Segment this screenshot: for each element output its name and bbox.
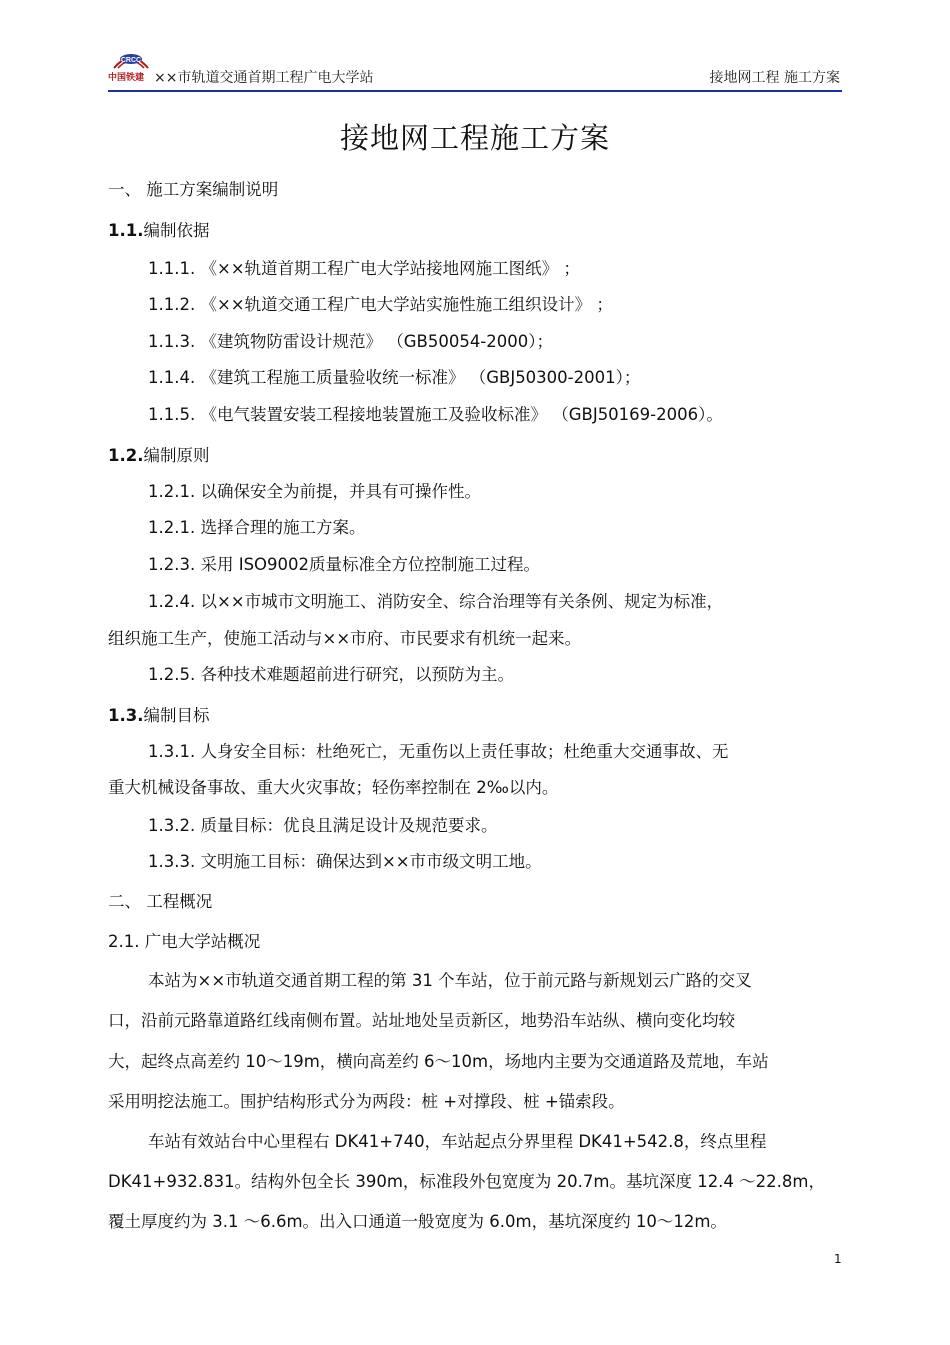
- list-item: 1.1.4. 《建筑工程施工质量验收统一标准》 （GBJ50300-2001）；: [148, 368, 641, 387]
- section-number: 1.3.: [108, 706, 144, 725]
- section-number: 1.2.: [108, 446, 144, 465]
- list-item: 1.2.1. 以确保安全为前提，并具有可操作性。: [148, 482, 481, 501]
- page-header: [108, 44, 842, 92]
- list-item: 1.3.3. 文明施工目标：确保达到××市市级文明工地。: [148, 852, 542, 871]
- paragraph-line: 覆土厚度约为 3.1 ～6.6m。出入口通道一般宽度为 6.0m，基坑深度约 10～12m。: [108, 1212, 727, 1231]
- svg-text:CRCC: CRCC: [120, 57, 142, 64]
- list-item: 1.1.5. 《电气装置安装工程接地装置施工及验收标准》 （GBJ50169-2006）。: [148, 405, 723, 424]
- section-2-heading: 二、 工程概况: [108, 892, 213, 911]
- section-1-1-heading: [108, 217, 210, 241]
- section-label: 编制原则: [143, 446, 210, 465]
- section-number: 1.1.: [108, 221, 144, 240]
- list-item: 1.2.3. 采用 ISO9002质量标准全方位控制施工过程。: [148, 555, 541, 574]
- section-1-heading: 一、 施工方案编制说明: [108, 180, 279, 199]
- section-2-1-heading: 2.1. 广电大学站概况: [108, 932, 261, 951]
- list-item: 1.2.1. 选择合理的施工方案。: [148, 518, 366, 537]
- paragraph-line: DK41+932.831。结构外包全长 390m，标准段外包宽度为 20.7m。基坑深度 12.4 ～22.8m，: [108, 1172, 825, 1191]
- section-1-2-heading: [108, 442, 210, 466]
- list-item: 1.2.4. 以××市城市文明施工、消防安全、综合治理等有关条例、规定为标准，: [148, 592, 724, 611]
- paragraph-line: 本站为××市轨道交通首期工程的第 31 个车站，位于前元路与新规划云广路的交叉: [148, 971, 752, 990]
- page-number: 1: [834, 1252, 842, 1266]
- paragraph-line: 车站有效站台中心里程右 DK41+740，车站起点分界里程 DK41+542.8，终点里程: [148, 1132, 767, 1151]
- list-item: 1.1.1. 《××轨道首期工程广电大学站接地网施工图纸》 ；: [148, 259, 580, 278]
- list-item-continued: 组织施工生产，使施工活动与××市府、市民要求有机统一起来。: [108, 629, 582, 648]
- logo-text: 中国铁建: [108, 73, 145, 83]
- paragraph-line: 大，起终点高差约 10～19m，横向高差约 6～10m，场地内主要为交通道路及荒地，车站: [108, 1052, 769, 1071]
- section-label: 编制目标: [143, 706, 210, 725]
- header-doc-name: 接地网工程 施工方案: [709, 70, 840, 86]
- paragraph-line: 口，沿前元路靠道路红线南侧布置。站址地处呈贡新区，地势沿车站纵、横向变化均较: [108, 1011, 735, 1030]
- list-item: 1.3.1. 人身安全目标：杜绝死亡，无重伤以上责任事故；杜绝重大交通事故、无: [148, 742, 729, 761]
- list-item-continued: 重大机械设备事故、重大火灾事故；轻伤率控制在 2‰以内。: [108, 778, 559, 797]
- list-item: 1.3.2. 质量目标：优良且满足设计及规范要求。: [148, 816, 498, 835]
- section-1-3-heading: [108, 702, 210, 726]
- document-title: 接地网工程施工方案: [339, 121, 610, 155]
- header-project-name: ××市轨道交通首期工程广电大学站: [154, 70, 374, 86]
- paragraph-line: 采用明挖法施工。围护结构形式分为两段：桩 +对撑段、桩 +锚索段。: [108, 1092, 625, 1111]
- section-label: 编制依据: [143, 221, 210, 240]
- list-item: 1.2.5. 各种技术难题超前进行研究，以预防为主。: [148, 665, 514, 684]
- list-item: 1.1.3. 《建筑物防雷设计规范》 （GB50054-2000）；: [148, 332, 554, 351]
- header-divider: [108, 90, 842, 92]
- list-item: 1.1.2. 《××轨道交通工程广电大学站实施性施工组织设计》 ；: [148, 295, 613, 314]
